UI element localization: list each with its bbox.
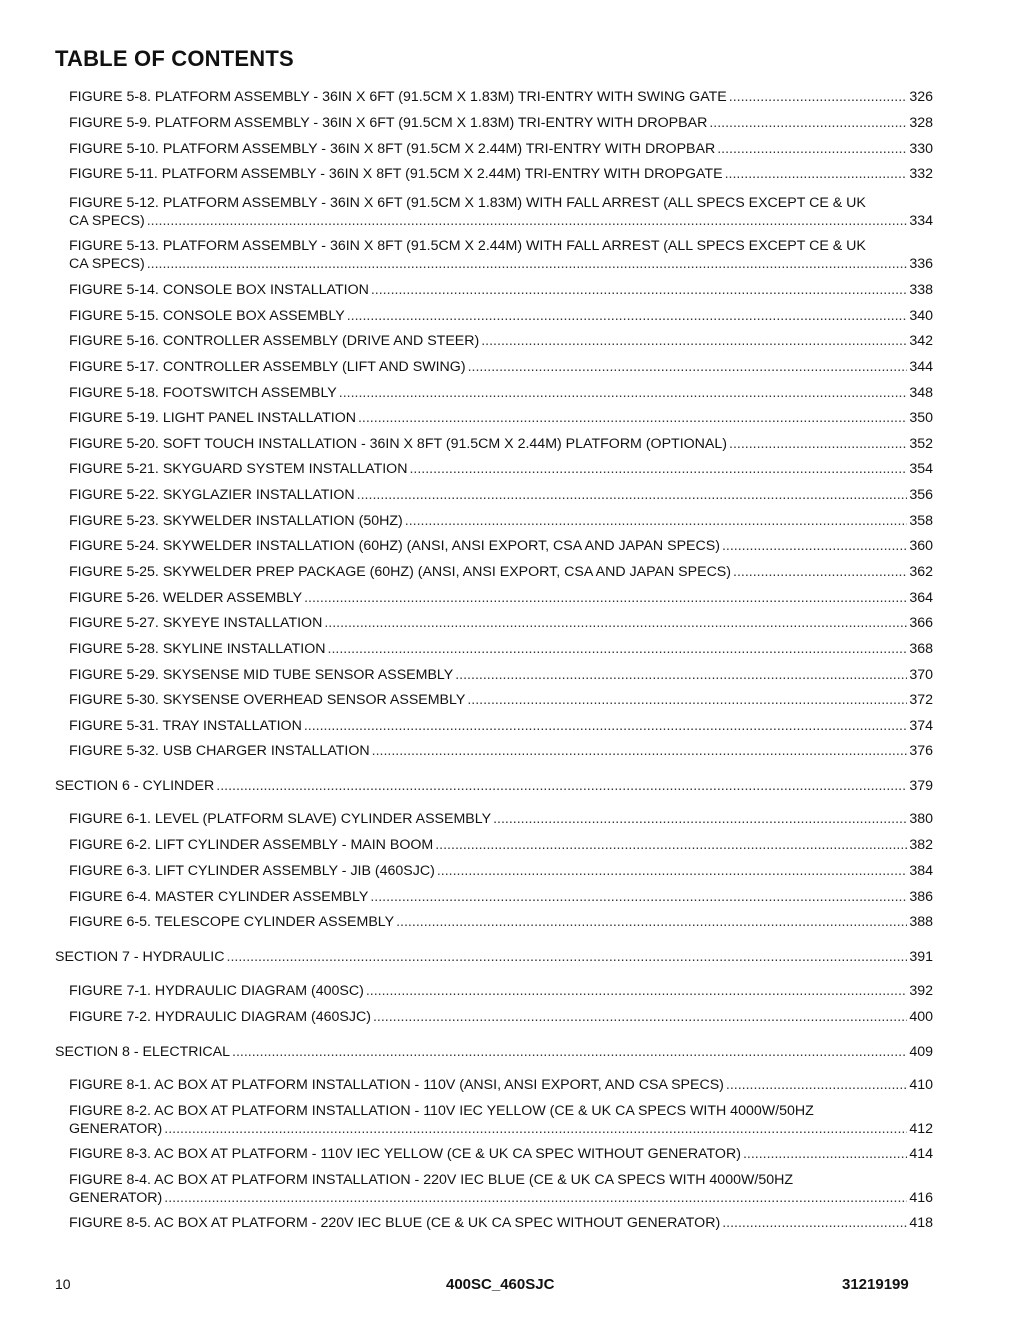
toc-figure-entry[interactable] bbox=[69, 435, 933, 453]
toc-entry-title: FIGURE 5-14. CONSOLE BOX INSTALLATION bbox=[69, 282, 369, 298]
toc-entry-title: FIGURE 5-26. WELDER ASSEMBLY bbox=[69, 590, 303, 606]
toc-figure-entry[interactable] bbox=[69, 1102, 933, 1138]
toc-figure-entry[interactable] bbox=[69, 332, 933, 350]
toc-entry-title-cont: CA SPECS) bbox=[69, 256, 145, 272]
toc-page-number: 340 bbox=[909, 308, 933, 324]
toc-entry-title: FIGURE 5-22. SKYGLAZIER INSTALLATION bbox=[69, 487, 355, 503]
toc-figure-entry[interactable] bbox=[69, 384, 933, 402]
dot-leader bbox=[347, 307, 908, 325]
dot-leader bbox=[733, 563, 907, 581]
dot-leader bbox=[405, 512, 908, 530]
dot-leader bbox=[370, 888, 907, 906]
toc-entry-title: FIGURE 5-24. SKYWELDER INSTALLATION (60HZ) (ANSI, ANSI EXPORT, CSA AND JAPAN SPECS) bbox=[69, 538, 720, 554]
toc-figure-entry[interactable] bbox=[69, 1145, 933, 1163]
toc-entry-title: FIGURE 5-19. LIGHT PANEL INSTALLATION bbox=[69, 410, 356, 426]
toc-entry-title: FIGURE 8-1. AC BOX AT PLATFORM INSTALLATION - 110V (ANSI, ANSI EXPORT, AND CSA SPECS) bbox=[69, 1077, 724, 1093]
toc-figure-entry[interactable] bbox=[69, 1171, 933, 1207]
toc-entry-title-cont: GENERATOR) bbox=[69, 1121, 163, 1137]
toc-page-number: 388 bbox=[909, 914, 933, 930]
dot-leader bbox=[455, 666, 907, 684]
dot-leader bbox=[467, 691, 907, 709]
toc-figure-entry[interactable] bbox=[69, 194, 933, 230]
toc-entry-title: FIGURE 5-32. USB CHARGER INSTALLATION bbox=[69, 743, 370, 759]
toc-entry-title: FIGURE 6-5. TELESCOPE CYLINDER ASSEMBLY bbox=[69, 914, 395, 930]
toc-page-number: 356 bbox=[909, 487, 933, 503]
dot-leader bbox=[373, 1008, 907, 1026]
toc-entry-title: SECTION 8 - ELECTRICAL bbox=[55, 1044, 231, 1060]
dot-leader bbox=[709, 114, 907, 132]
toc-entry-title: FIGURE 5-23. SKYWELDER INSTALLATION (50HZ) bbox=[69, 513, 403, 529]
toc-entry-title-cont: CA SPECS) bbox=[69, 213, 145, 229]
toc-entry-title: FIGURE 5-15. CONSOLE BOX ASSEMBLY bbox=[69, 308, 345, 324]
toc-page-number: 391 bbox=[909, 949, 933, 965]
toc-page-number: 332 bbox=[909, 166, 933, 182]
dot-leader bbox=[743, 1145, 907, 1163]
toc-entry-title: FIGURE 5-16. CONTROLLER ASSEMBLY (DRIVE AND STEER) bbox=[69, 333, 480, 349]
toc-entry-title: FIGURE 7-2. HYDRAULIC DIAGRAM (460SJC) bbox=[69, 1009, 371, 1025]
toc-entry-title: FIGURE 5-11. PLATFORM ASSEMBLY - 36IN X 8FT (91.5CM X 2.44M) TRI-ENTRY WITH DROPGATE bbox=[69, 166, 723, 182]
dot-leader bbox=[227, 948, 908, 966]
toc-figure-entry[interactable] bbox=[69, 589, 933, 607]
toc-page-number: 374 bbox=[909, 718, 933, 734]
toc-page-number: 368 bbox=[909, 641, 933, 657]
toc-entry-title: SECTION 7 - HYDRAULIC bbox=[55, 949, 225, 965]
toc-page-number: 376 bbox=[909, 743, 933, 759]
toc-entry-title: FIGURE 5-28. SKYLINE INSTALLATION bbox=[69, 641, 326, 657]
dot-leader bbox=[435, 836, 907, 854]
model-name: 400SC_460SJC bbox=[446, 1276, 555, 1293]
toc-entry-title: FIGURE 5-8. PLATFORM ASSEMBLY - 36IN X 6FT (91.5CM X 1.83M) TRI-ENTRY WITH SWING GATE bbox=[69, 89, 727, 105]
dot-leader bbox=[725, 165, 908, 183]
page-number: 10 bbox=[55, 1276, 71, 1292]
dot-leader bbox=[729, 435, 907, 453]
toc-figure-entry[interactable] bbox=[69, 307, 933, 325]
toc-figure-entry[interactable] bbox=[69, 165, 933, 183]
dot-leader bbox=[409, 460, 907, 478]
toc-entry-title: SECTION 6 - CYLINDER bbox=[55, 778, 215, 794]
toc-entry-title: FIGURE 5-12. PLATFORM ASSEMBLY - 36IN X 6FT (91.5CM X 1.83M) WITH FALL ARREST (ALL SPECS EXCEPT CE & UK bbox=[69, 195, 866, 211]
toc-entry-title: FIGURE 5-18. FOOTSWITCH ASSEMBLY bbox=[69, 385, 337, 401]
dot-leader bbox=[358, 409, 907, 427]
dot-leader bbox=[366, 982, 907, 1000]
toc-page-number: 328 bbox=[909, 115, 933, 131]
toc-section-entry[interactable] bbox=[55, 777, 933, 795]
toc-figure-entry[interactable] bbox=[69, 862, 933, 880]
toc-figure-entry[interactable] bbox=[69, 982, 933, 1000]
document-number: 31219199 bbox=[842, 1276, 909, 1293]
dot-leader bbox=[726, 1076, 907, 1094]
toc-page-number: 358 bbox=[909, 513, 933, 529]
dot-leader bbox=[232, 1043, 907, 1061]
toc-page-number: 366 bbox=[909, 615, 933, 631]
dot-leader bbox=[304, 589, 907, 607]
dot-leader bbox=[339, 384, 908, 402]
toc-figure-entry[interactable] bbox=[69, 281, 933, 299]
toc-page-number: 400 bbox=[909, 1009, 933, 1025]
toc-page-number: 348 bbox=[909, 385, 933, 401]
dot-leader bbox=[147, 212, 908, 230]
toc-page-number: 338 bbox=[909, 282, 933, 298]
toc-figure-entry[interactable] bbox=[69, 563, 933, 581]
toc-page-number: 360 bbox=[909, 538, 933, 554]
toc-figure-entry[interactable] bbox=[69, 512, 933, 530]
toc-entry-title: FIGURE 5-29. SKYSENSE MID TUBE SENSOR ASSEMBLY bbox=[69, 667, 454, 683]
toc-entry-title: FIGURE 6-3. LIFT CYLINDER ASSEMBLY - JIB (460SJC) bbox=[69, 863, 435, 879]
toc-figure-entry[interactable] bbox=[69, 409, 933, 427]
dot-leader bbox=[324, 614, 907, 632]
toc-page-number: 392 bbox=[909, 983, 933, 999]
dot-leader bbox=[396, 913, 907, 931]
toc-entry-title: FIGURE 6-1. LEVEL (PLATFORM SLAVE) CYLINDER ASSEMBLY bbox=[69, 811, 492, 827]
toc-figure-entry[interactable] bbox=[69, 717, 933, 735]
toc-section-entry[interactable] bbox=[55, 948, 933, 966]
toc-page-number: 330 bbox=[909, 141, 933, 157]
toc-figure-entry[interactable] bbox=[69, 114, 933, 132]
toc-page-number: 362 bbox=[909, 564, 933, 580]
toc-page-number: 414 bbox=[909, 1146, 933, 1162]
toc-figure-entry[interactable] bbox=[69, 913, 933, 931]
toc-entry-title: FIGURE 5-9. PLATFORM ASSEMBLY - 36IN X 6FT (91.5CM X 1.83M) TRI-ENTRY WITH DROPBAR bbox=[69, 115, 708, 131]
toc-page-number: 342 bbox=[909, 333, 933, 349]
toc-page-number: 418 bbox=[909, 1215, 933, 1231]
toc-page-number: 409 bbox=[909, 1044, 933, 1060]
dot-leader bbox=[216, 777, 907, 795]
dot-leader bbox=[164, 1189, 907, 1207]
dot-leader bbox=[493, 810, 907, 828]
toc-entry-title: FIGURE 5-21. SKYGUARD SYSTEM INSTALLATION bbox=[69, 461, 408, 477]
dot-leader bbox=[371, 281, 907, 299]
toc-entry-title: FIGURE 8-3. AC BOX AT PLATFORM - 110V IEC YELLOW (CE & UK CA SPEC WITHOUT GENERATOR) bbox=[69, 1146, 741, 1162]
toc-page-number: 364 bbox=[909, 590, 933, 606]
toc-entry-title: FIGURE 6-4. MASTER CYLINDER ASSEMBLY bbox=[69, 889, 369, 905]
toc-entry-title: FIGURE 8-4. AC BOX AT PLATFORM INSTALLATION - 220V IEC BLUE (CE & UK CA SPECS WITH 4000W/50HZ bbox=[69, 1172, 794, 1188]
toc-entry-title: FIGURE 5-17. CONTROLLER ASSEMBLY (LIFT AND SWING) bbox=[69, 359, 466, 375]
toc-page-number: 344 bbox=[909, 359, 933, 375]
toc-entry-title: FIGURE 5-27. SKYEYE INSTALLATION bbox=[69, 615, 323, 631]
toc-page-number: 416 bbox=[909, 1190, 933, 1206]
dot-leader bbox=[304, 717, 907, 735]
dot-leader bbox=[722, 537, 907, 555]
toc-figure-entry[interactable] bbox=[69, 140, 933, 158]
toc-figure-entry[interactable] bbox=[69, 460, 933, 478]
toc-section-entry[interactable] bbox=[55, 1043, 933, 1061]
toc-page-number: 386 bbox=[909, 889, 933, 905]
toc-entry-title: FIGURE 5-13. PLATFORM ASSEMBLY - 36IN X 8FT (91.5CM X 2.44M) WITH FALL ARREST (ALL SPECS EXCEPT CE & UK bbox=[69, 238, 866, 254]
toc-page-number: 334 bbox=[909, 213, 933, 229]
dot-leader bbox=[164, 1120, 907, 1138]
toc-figure-entry[interactable] bbox=[69, 614, 933, 632]
dot-leader bbox=[328, 640, 908, 658]
toc-page-number: 350 bbox=[909, 410, 933, 426]
toc-figure-entry[interactable] bbox=[69, 537, 933, 555]
toc-figure-entry[interactable] bbox=[69, 1076, 933, 1094]
toc-figure-entry[interactable] bbox=[69, 836, 933, 854]
dot-leader bbox=[729, 88, 908, 106]
toc-entry-title: FIGURE 5-25. SKYWELDER PREP PACKAGE (60HZ) (ANSI, ANSI EXPORT, CSA AND JAPAN SPECS) bbox=[69, 564, 731, 580]
toc-figure-entry[interactable] bbox=[69, 640, 933, 658]
toc-entry-title: FIGURE 8-5. AC BOX AT PLATFORM - 220V IEC BLUE (CE & UK CA SPEC WITHOUT GENERATOR) bbox=[69, 1215, 721, 1231]
toc-page-number: 372 bbox=[909, 692, 933, 708]
dot-leader bbox=[372, 742, 908, 760]
toc-entry-title: FIGURE 5-31. TRAY INSTALLATION bbox=[69, 718, 302, 734]
dot-leader bbox=[468, 358, 908, 376]
toc-page-number: 326 bbox=[909, 89, 933, 105]
dot-leader bbox=[722, 1214, 907, 1232]
toc-figure-entry[interactable] bbox=[69, 810, 933, 828]
toc-page-number: 354 bbox=[909, 461, 933, 477]
toc-figure-entry[interactable] bbox=[69, 666, 933, 684]
toc-page-number: 379 bbox=[909, 778, 933, 794]
toc-figure-entry[interactable] bbox=[69, 1214, 933, 1232]
toc-page-number: 336 bbox=[909, 256, 933, 272]
toc-figure-entry[interactable] bbox=[69, 888, 933, 906]
toc-figure-entry[interactable] bbox=[69, 742, 933, 760]
toc-figure-entry[interactable] bbox=[69, 358, 933, 376]
toc-entry-title: FIGURE 5-20. SOFT TOUCH INSTALLATION - 36IN X 8FT (91.5CM X 2.44M) PLATFORM (OPTIONAL) bbox=[69, 436, 728, 452]
page-title: TABLE OF CONTENTS bbox=[55, 46, 294, 71]
toc-page-number: 352 bbox=[909, 436, 933, 452]
toc-entry-title-cont: GENERATOR) bbox=[69, 1190, 163, 1206]
dot-leader bbox=[481, 332, 907, 350]
toc-page-number: 412 bbox=[909, 1121, 933, 1137]
dot-leader bbox=[717, 140, 907, 158]
toc-page-number: 384 bbox=[909, 863, 933, 879]
toc-page-number: 380 bbox=[909, 811, 933, 827]
toc-figure-entry[interactable] bbox=[69, 88, 933, 106]
toc-figure-entry[interactable] bbox=[69, 486, 933, 504]
toc-entry-title: FIGURE 5-10. PLATFORM ASSEMBLY - 36IN X 8FT (91.5CM X 2.44M) TRI-ENTRY WITH DROPBAR bbox=[69, 141, 716, 157]
toc-entry-title: FIGURE 5-30. SKYSENSE OVERHEAD SENSOR ASSEMBLY bbox=[69, 692, 466, 708]
toc-entry-title: FIGURE 7-1. HYDRAULIC DIAGRAM (400SC) bbox=[69, 983, 364, 999]
dot-leader bbox=[357, 486, 908, 504]
toc-figure-entry[interactable] bbox=[69, 237, 933, 273]
toc-figure-entry[interactable] bbox=[69, 691, 933, 709]
toc-figure-entry[interactable] bbox=[69, 1008, 933, 1026]
dot-leader bbox=[147, 255, 908, 273]
toc-entry-title: FIGURE 8-2. AC BOX AT PLATFORM INSTALLATION - 110V IEC YELLOW (CE & UK CA SPECS WITH 4000W/50HZ bbox=[69, 1103, 814, 1119]
dot-leader bbox=[437, 862, 908, 880]
toc-page-number: 410 bbox=[909, 1077, 933, 1093]
toc-entry-title: FIGURE 6-2. LIFT CYLINDER ASSEMBLY - MAIN BOOM bbox=[69, 837, 434, 853]
toc-page-number: 382 bbox=[909, 837, 933, 853]
toc-page-number: 370 bbox=[909, 667, 933, 683]
